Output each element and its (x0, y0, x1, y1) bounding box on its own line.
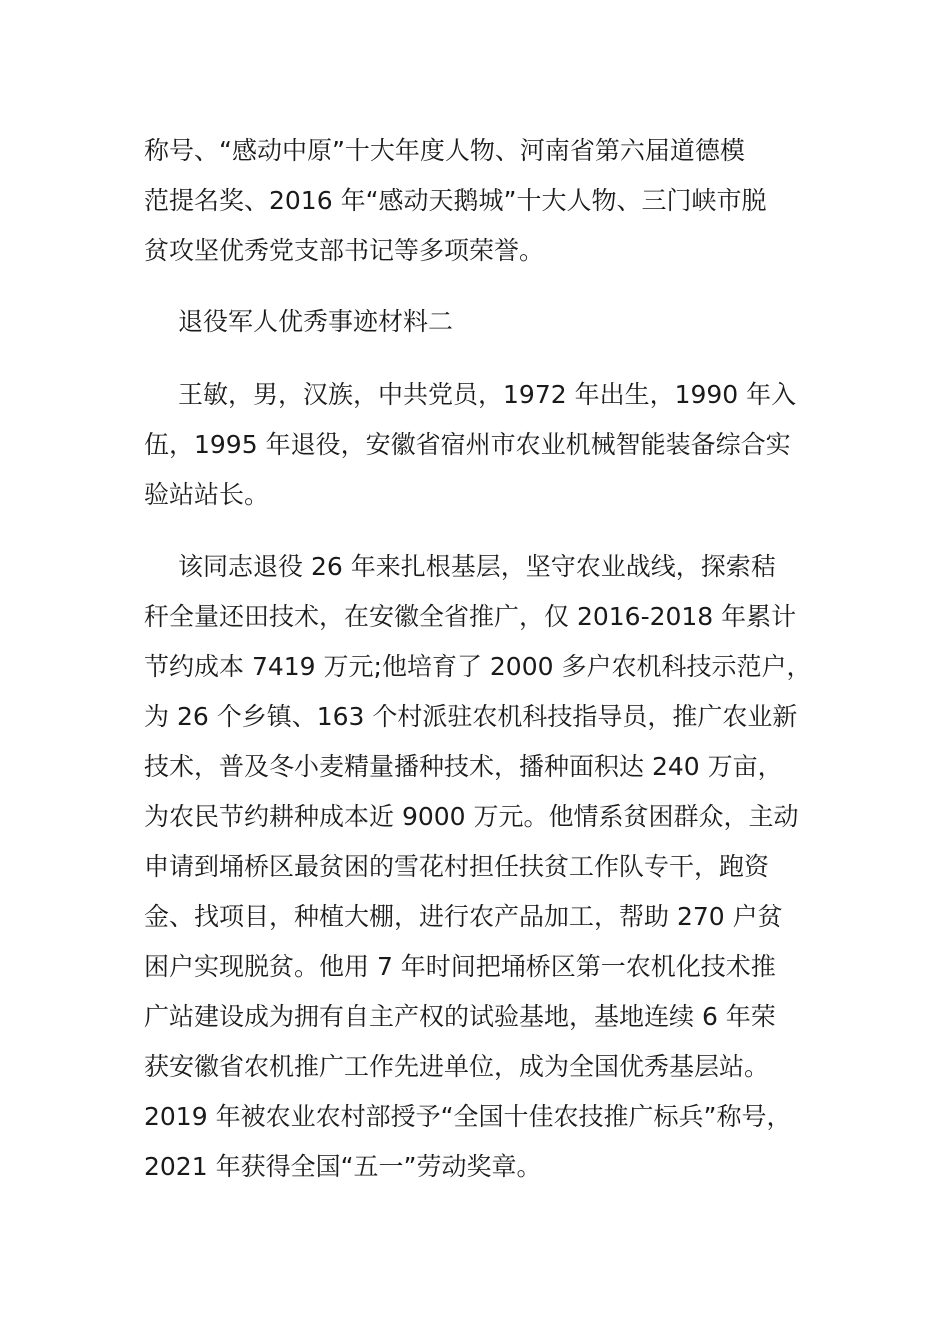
paragraph-line: 范提名奖、2016 年“感动天鹅城”十大人物、三门峡市脱 (144, 186, 767, 215)
paragraph-line: 节约成本 7419 万元;他培育了 2000 多户农机科技示范户， (144, 652, 812, 681)
paragraph-line: 为农民节约耕种成本近 9000 万元。他情系贫困群众，主动 (144, 802, 799, 831)
section-heading: 退役军人优秀事迹材料二 (178, 307, 454, 336)
paragraph-line: 获安徽省农机推广工作先进单位，成为全国优秀基层站。 (144, 1052, 770, 1081)
paragraph-line: 申请到埇桥区最贫困的雪花村担任扶贫工作队专干，跑资 (144, 852, 770, 881)
paragraph-line: 广站建设成为拥有自主产权的试验基地，基地连续 6 年荣 (144, 1002, 776, 1031)
paragraph-intro (144, 370, 824, 520)
paragraph-honors (144, 126, 824, 276)
paragraph-line: 金、找项目，种植大棚，进行农产品加工，帮助 270 户贫 (144, 902, 783, 931)
paragraph-line: 称号、“感动中原”十大年度人物、河南省第六届道德模 (144, 136, 745, 165)
paragraph-line: 秆全量还田技术，在安徽全省推广，仅 2016-2018 年累计 (144, 602, 797, 631)
paragraph-line: 验站站长。 (144, 480, 270, 509)
paragraph-line: 贫攻坚优秀党支部书记等多项荣誉。 (144, 236, 545, 265)
paragraph-line: 为 26 个乡镇、163 个村派驻农机科技指导员，推广农业新 (144, 702, 798, 731)
section-heading-block (144, 297, 824, 347)
paragraph-line: 技术，普及冬小麦精量播种技术，播种面积达 240 万亩， (144, 752, 783, 781)
paragraph-achievements (144, 542, 824, 1192)
paragraph-line: 伍，1995 年退役，安徽省宿州市农业机械智能装备综合实 (144, 430, 791, 459)
paragraph-line: 该同志退役 26 年来扎根基层，坚守农业战线，探索秸 (178, 552, 776, 581)
paragraph-line: 2021 年获得全国“五一”劳动奖章。 (144, 1152, 542, 1181)
paragraph-line: 困户实现脱贫。他用 7 年时间把埇桥区第一农机化技术推 (144, 952, 776, 981)
paragraph-line: 王敏，男，汉族，中共党员，1972 年出生，1990 年入 (178, 380, 797, 409)
paragraph-line: 2019 年被农业农村部授予“全国十佳农技推广标兵”称号， (144, 1102, 792, 1131)
